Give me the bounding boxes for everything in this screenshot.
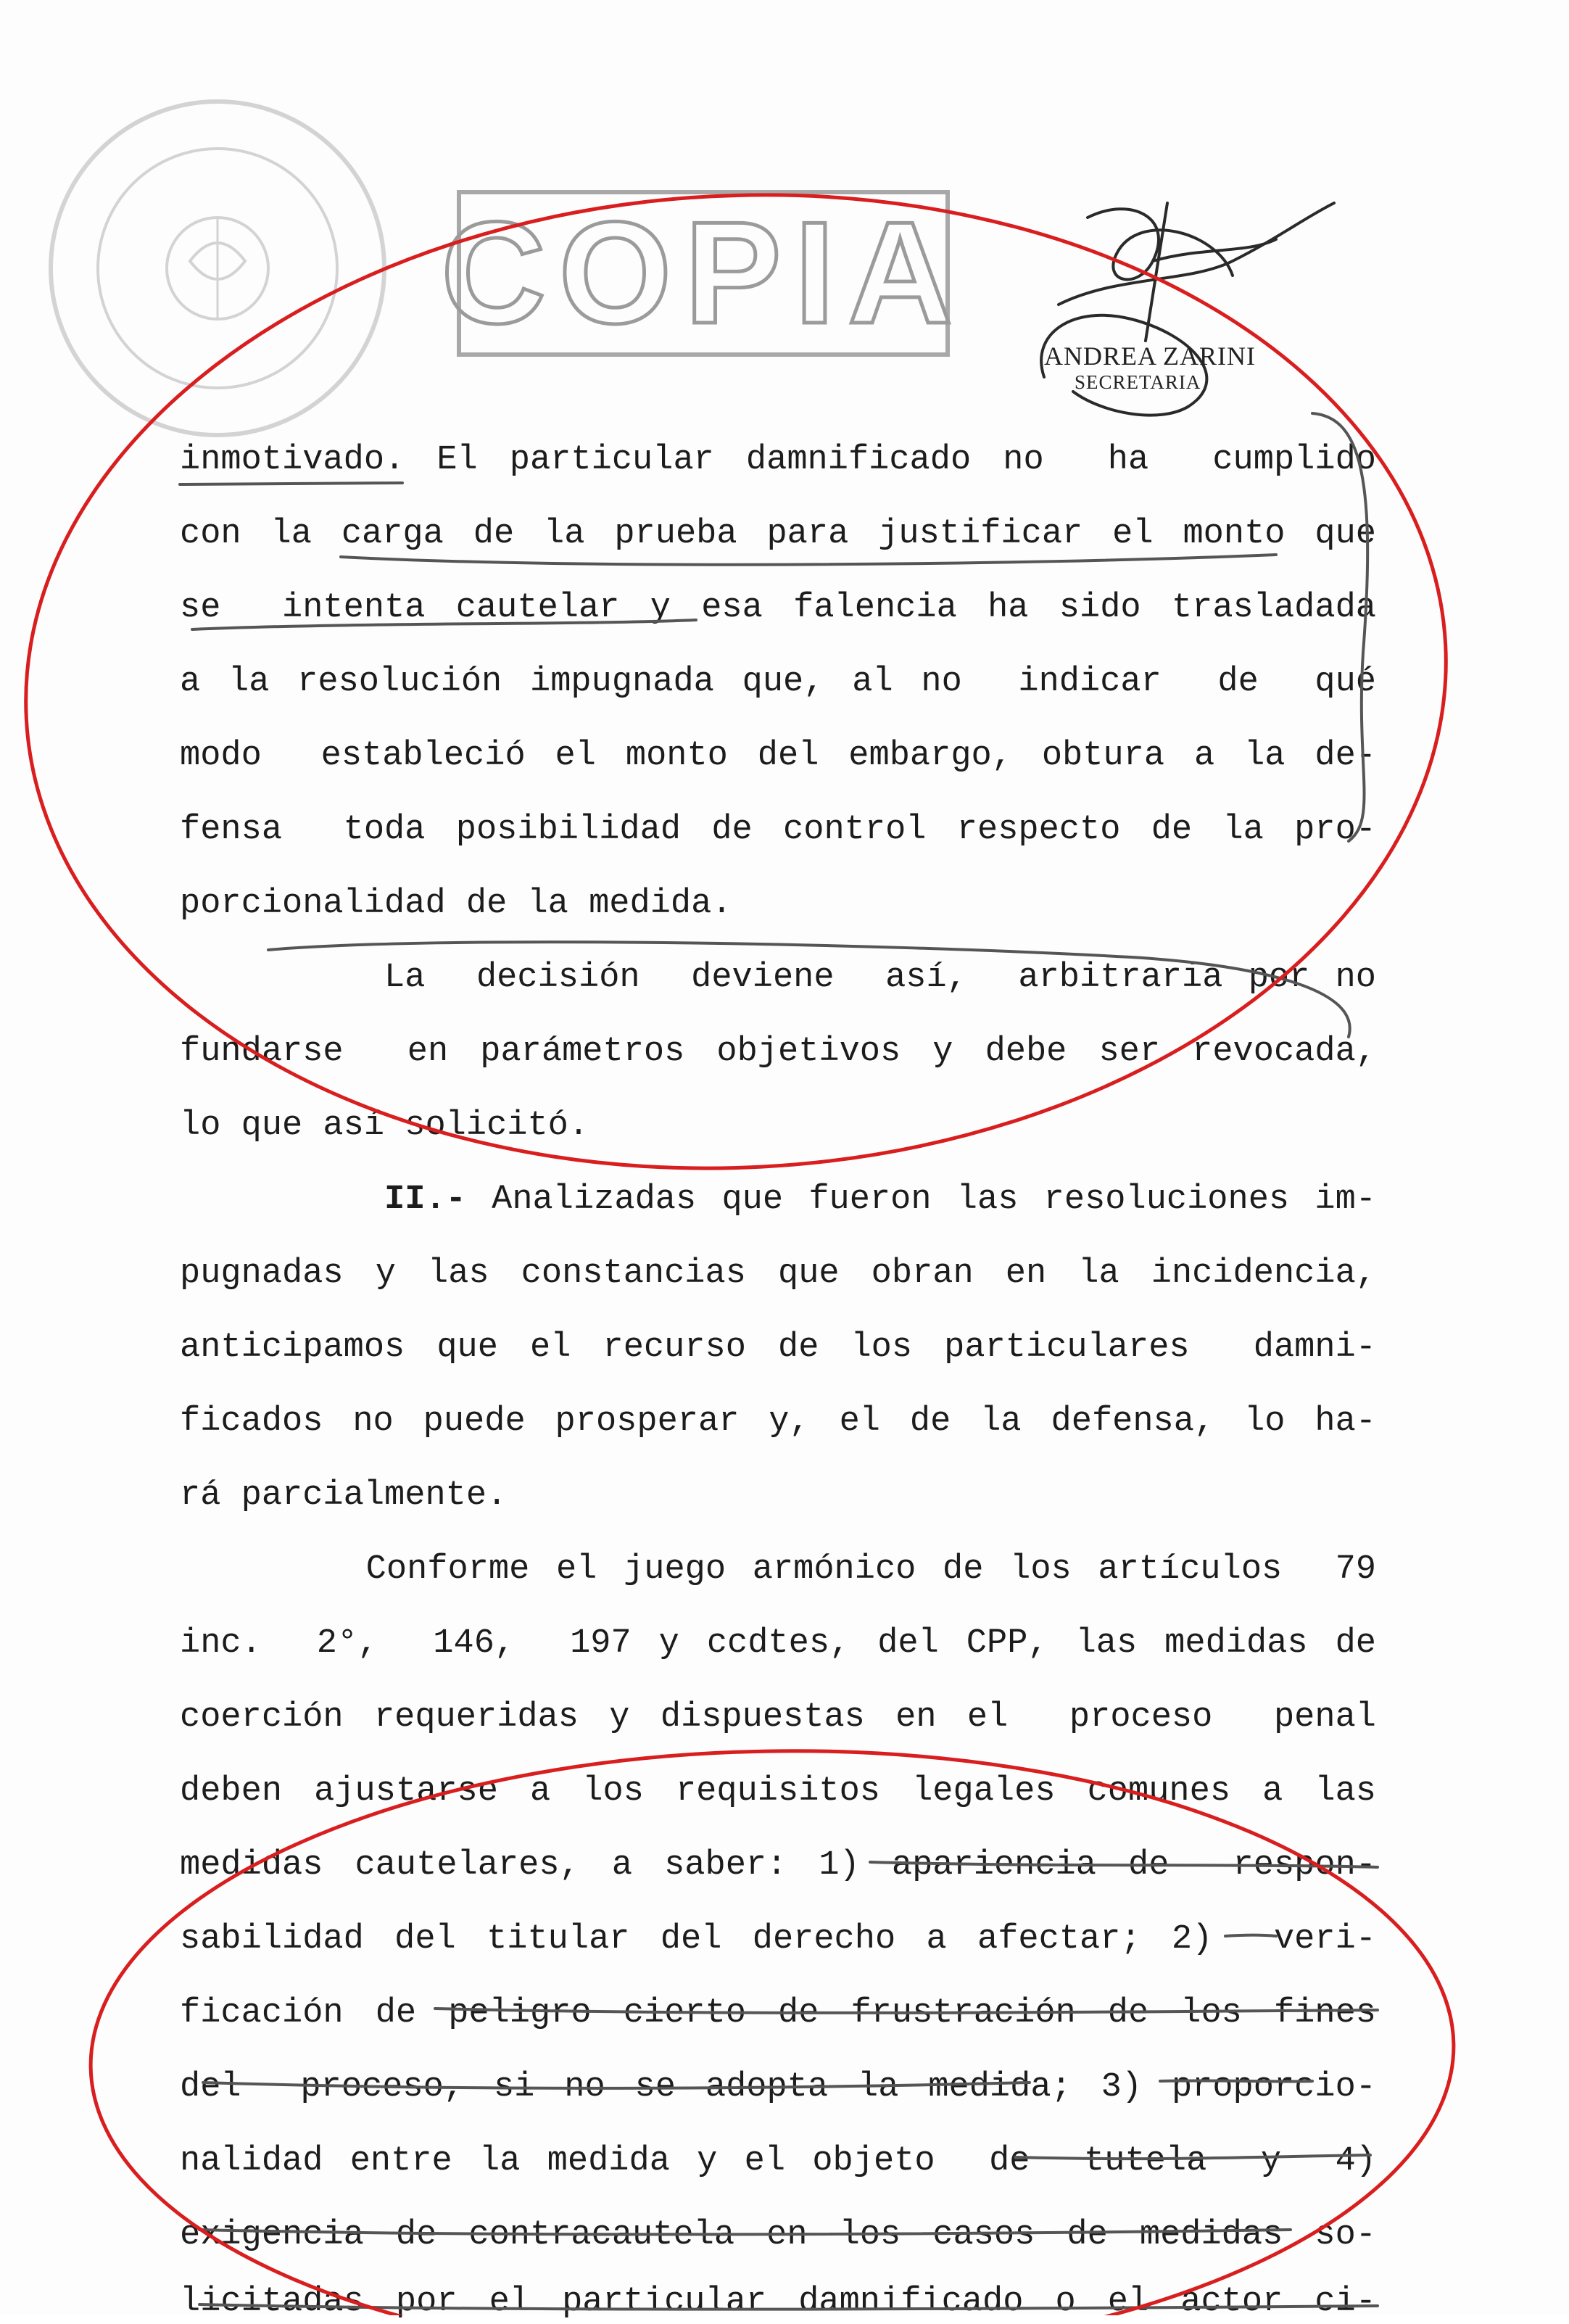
text-line: porcionalidad de la medida. [180,885,732,923]
signatory-title: SECRETARIA [1075,371,1201,393]
text-line: sabilidad del titular del derecho a afectar; 2) veri- [180,1920,1376,1959]
text-line: fensa toda posibilidad de control respecto de la pro- [180,811,1376,849]
section-heading: II.- [384,1180,466,1219]
text-line: modo estableció el monto del embargo, obtura a la de- [180,737,1376,775]
signatory-name: ANDREA ZARINI [1044,342,1256,371]
text-line: inmotivado. El particular damnificado no ha cumplido [180,441,1376,479]
text-line: Conforme el juego armónico de los artículos 79 [180,1550,1376,1589]
copia-stamp: COPIA [457,190,950,357]
text-line: medidas cautelares, a saber: 1) apariencia de respon- [180,1846,1376,1885]
text-line: La decisión deviene así, arbitraria por no [180,959,1376,997]
text-line: se intenta cautelar y esa falencia ha sido trasladada [180,589,1376,627]
text-line: ficación de peligro cierto de frustración de los fines [180,1994,1376,2033]
text-line: coerción requeridas y dispuestas en el proceso penal [180,1698,1376,1737]
text-line: del proceso, si no se adopta la medida; 3) proporcio- [180,2068,1376,2106]
text-line: a la resolución impugnada que, al no indicar de qué [180,663,1376,701]
underline-mark [341,555,1276,565]
text-line: rá parcialmente. [180,1476,508,1515]
text-line: inc. 2°, 146, 197 y ccdtes, del CPP, las medidas de [180,1624,1376,1663]
text-line: nalidad entre la medida y el objeto de tutela y 4) [180,2142,1376,2180]
text-line: pugnadas y las constancias que obran en la incidencia, [180,1254,1376,1293]
text-line: con la carga de la prueba para justificar el monto que [180,515,1376,553]
text-line: licitadas por el particular damnificado o el actor ci- [180,2283,1376,2321]
text-line: lo que así solicitó. [180,1107,589,1145]
text-line: ficados no puede prosperar y, el de la defensa, lo ha- [180,1402,1376,1441]
underline-mark [180,483,402,484]
text-line: Analizadas que fueron las resoluciones im- [465,1180,1376,1219]
text-line: deben ajustarse a los requisitos legales comunes a las [180,1772,1376,1811]
text-line: anticipamos que el recurso de los particulares damni- [180,1328,1376,1367]
section-heading-line [180,1178,1376,1222]
text-line: fundarse en parámetros objetivos y debe ser revocada, [180,1033,1376,1071]
text-line: exigencia de contracautela en los casos de medidas so- [180,2216,1376,2254]
